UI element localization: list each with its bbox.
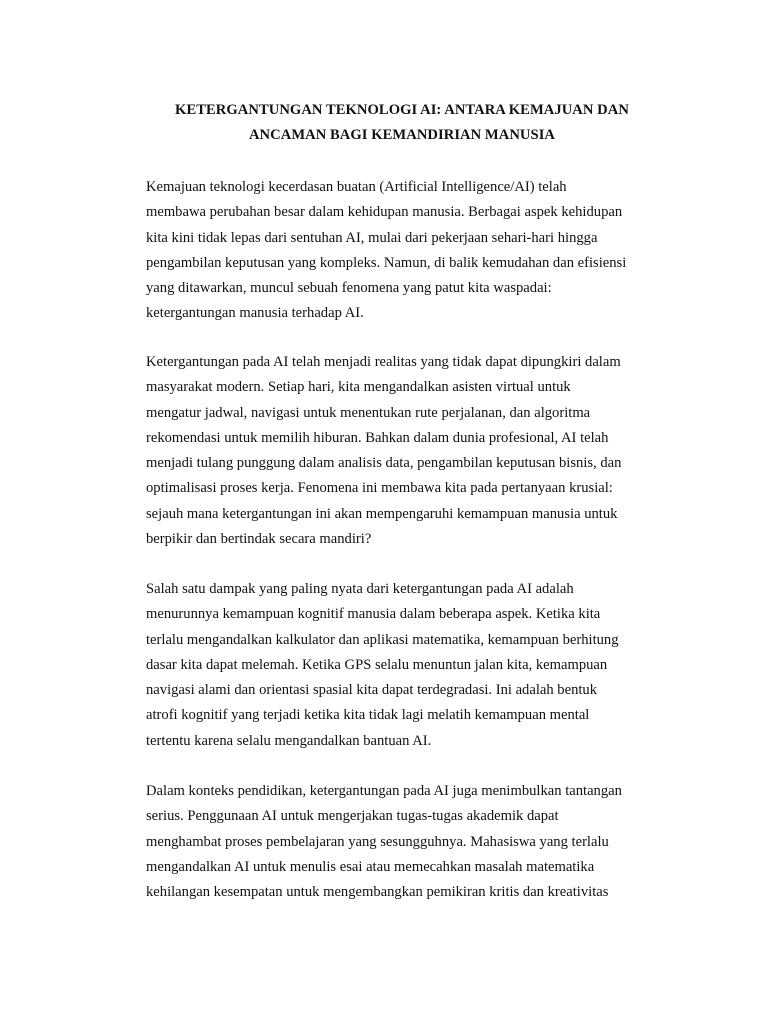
text-line: atrofi kognitif yang terjadi ketika kita tidak lagi melatih kemampuan mental <box>146 707 590 724</box>
text-line: menghambat proses pembelajaran yang sesungguhnya. Mahasiswa yang terlalu <box>146 833 609 850</box>
text-line: Kemajuan teknologi kecerdasan buatan (Artificial Intelligence/AI) telah <box>146 179 567 195</box>
text-line: menurunnya kemampuan kognitif manusia dalam beberapa aspek. Ketika kita <box>146 606 601 623</box>
text-line: Dalam konteks pendidikan, ketergantungan pada AI juga menimbulkan tantangan <box>146 783 622 799</box>
text-line: terlalu mengandalkan kalkulator dan aplikasi matematika, kemampuan berhitung <box>146 631 619 648</box>
title-line: ANCAMAN BAGI KEMANDIRIAN MANUSIA <box>248 127 556 144</box>
text-line: rekomendasi untuk memilih hiburan. Bahkan dalam dunia profesional, AI telah <box>146 429 609 446</box>
text-line: sejauh mana ketergantungan ini akan mempengaruhi kemampuan manusia untuk <box>146 505 618 522</box>
paragraph-3 <box>146 577 619 754</box>
text-line: Salah satu dampak yang paling nyata dari ketergantungan pada AI adalah <box>146 581 574 597</box>
text-line: berpikir dan bertindak secara mandiri? <box>146 531 372 548</box>
text-line: mengatur jadwal, navigasi untuk menentukan rute perjalanan, dan algoritma <box>146 404 591 421</box>
text-line: optimalisasi proses kerja. Fenomena ini membawa kita pada pertanyaan krusial: <box>146 480 613 497</box>
text-line: membawa perubahan besar dalam kehidupan manusia. Berbagai aspek kehidupan <box>146 204 623 221</box>
document-content <box>146 98 658 901</box>
text-line: kehilangan kesempatan untuk mengembangkan pemikiran kritis dan kreativitas <box>146 884 609 901</box>
paragraph-2 <box>146 350 621 552</box>
paragraph-4 <box>146 779 622 905</box>
document-title <box>146 98 658 149</box>
text-line: tertentu karena selalu mengandalkan bantuan AI. <box>146 732 432 749</box>
text-line: menjadi tulang punggung dalam analisis data, pengambilan keputusan bisnis, dan <box>146 455 622 472</box>
text-line: yang ditawarkan, muncul sebuah fenomena yang patut kita waspadai: <box>146 280 552 297</box>
text-line: mengandalkan AI untuk menulis esai atau memecahkan masalah matematika <box>146 858 595 875</box>
paragraph-1 <box>146 175 626 327</box>
text-line: pengambilan keputusan yang kompleks. Namun, di balik kemudahan dan efisiensi <box>146 254 627 271</box>
text-line: Ketergantungan pada AI telah menjadi realitas yang tidak dapat dipungkiri dalam <box>146 354 621 370</box>
text-line: dasar kita dapat melemah. Ketika GPS selalu menuntun jalan kita, kemampuan <box>146 656 608 673</box>
text-line: ketergantungan manusia terhadap AI. <box>146 305 364 322</box>
text-line: navigasi alami dan orientasi spasial kita dapat terdegradasi. Ini adalah bentuk <box>146 682 598 699</box>
title-line: KETERGANTUNGAN TEKNOLOGI AI: ANTARA KEMAJUAN DAN <box>175 102 629 118</box>
text-line: serius. Penggunaan AI untuk mengerjakan tugas-tugas akademik dapat <box>146 808 559 825</box>
text-line: masyarakat modern. Setiap hari, kita mengandalkan asisten virtual untuk <box>146 379 571 396</box>
text-line: kita kini tidak lepas dari sentuhan AI, mulai dari pekerjaan sehari-hari hingga <box>146 229 598 246</box>
